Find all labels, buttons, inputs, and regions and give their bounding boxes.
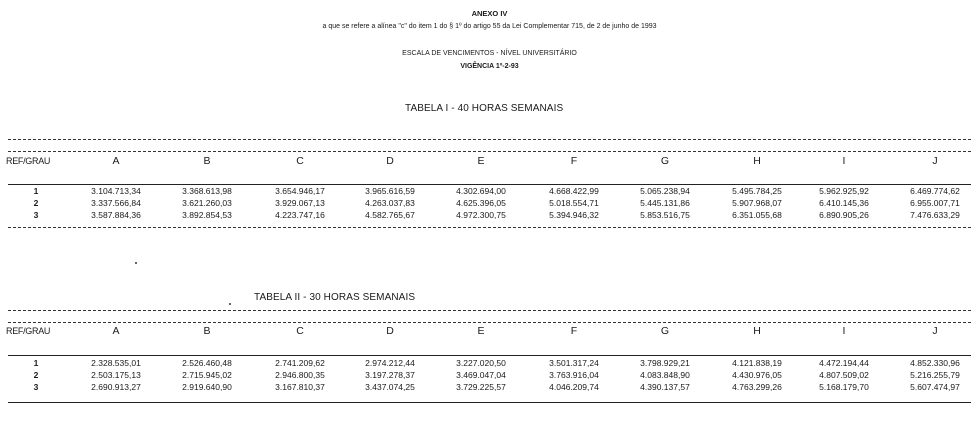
salary-value: 3.729.225,57 <box>456 382 506 392</box>
salary-value: 2.328.535,01 <box>91 358 141 368</box>
salary-value: 2.974.212,44 <box>365 358 415 368</box>
salary-value: 3.798.929,21 <box>640 358 690 368</box>
salary-value: 6.410.145,36 <box>819 198 869 208</box>
row-label: 1 <box>33 186 39 196</box>
column-header: F <box>570 155 578 167</box>
table-rule <box>8 151 971 152</box>
salary-value: 5.962.925,92 <box>819 186 869 196</box>
salary-value: 3.368.613,98 <box>182 186 232 196</box>
salary-value: 4.668.422,99 <box>549 186 599 196</box>
salary-value: 3.621.260,03 <box>182 198 232 208</box>
scale-title: ESCALA DE VENCIMENTOS - NÍVEL UNIVERSITÁRIO <box>402 50 577 57</box>
salary-value: 2.503.175,13 <box>91 370 141 380</box>
annex-subtitle: a que se refere a alínea "c" do item 1 do § 1º do artigo 55 da Lei Complementar 715, de 2 de junho de 1993 <box>322 23 657 30</box>
table-rule <box>8 184 971 185</box>
table-rule <box>8 139 971 140</box>
column-header: G <box>660 325 670 337</box>
salary-value: 3.501.317,24 <box>549 358 599 368</box>
salary-value: 4.121.838,19 <box>732 358 782 368</box>
column-header: I <box>842 325 846 337</box>
salary-value: 4.390.137,57 <box>640 382 690 392</box>
table-rule <box>8 402 971 403</box>
salary-value: 3.965.616,59 <box>365 186 415 196</box>
salary-value: 4.430.976,05 <box>732 370 782 380</box>
column-header: F <box>570 325 578 337</box>
column-header: J <box>932 325 938 337</box>
salary-value: 5.018.554,71 <box>549 198 599 208</box>
salary-value: 2.526.460,48 <box>182 358 232 368</box>
salary-value: 5.394.946,32 <box>549 210 599 220</box>
salary-value: 3.892.854,53 <box>182 210 232 220</box>
salary-value: 4.472.194,44 <box>819 358 869 368</box>
column-header: B <box>203 155 211 167</box>
table-rule <box>8 227 971 228</box>
column-header: C <box>296 155 304 167</box>
salary-value: 5.607.474,97 <box>910 382 960 392</box>
row-label: 1 <box>33 358 39 368</box>
salary-value: 4.263.037,83 <box>365 198 415 208</box>
scan-speck <box>135 262 137 264</box>
column-header: C <box>296 325 304 337</box>
salary-value: 4.625.396,05 <box>456 198 506 208</box>
table-rule <box>8 310 971 311</box>
salary-value: 4.972.300,75 <box>456 210 506 220</box>
column-header: J <box>932 155 938 167</box>
salary-value: 5.168.179,70 <box>819 382 869 392</box>
salary-value: 4.302.694,00 <box>456 186 506 196</box>
column-header: E <box>477 325 485 337</box>
row-label: 2 <box>33 198 39 208</box>
salary-value: 3.929.067,13 <box>275 198 325 208</box>
salary-value: 4.763.299,26 <box>732 382 782 392</box>
salary-value: 3.654.946,17 <box>275 186 325 196</box>
salary-value: 7.476.633,29 <box>910 210 960 220</box>
salary-value: 2.919.640,90 <box>182 382 232 392</box>
table-rule <box>8 355 971 356</box>
table-1-title: TABELA I - 40 HORAS SEMANAIS <box>405 103 564 114</box>
salary-value: 3.227.020,50 <box>456 358 506 368</box>
salary-value: 5.853.516,75 <box>640 210 690 220</box>
column-header: D <box>386 325 394 337</box>
salary-value: 3.469.047,04 <box>456 370 506 380</box>
salary-value: 3.587.884,36 <box>91 210 141 220</box>
salary-value: 2.946.800,35 <box>275 370 325 380</box>
salary-value: 3.437.074,25 <box>365 382 415 392</box>
salary-value: 3.763.916,04 <box>549 370 599 380</box>
column-header: A <box>112 325 120 337</box>
salary-value: 5.216.255,79 <box>910 370 960 380</box>
salary-value: 2.690.913,27 <box>91 382 141 392</box>
column-header: I <box>842 155 846 167</box>
table-rule <box>8 322 971 323</box>
salary-value: 3.167.810,37 <box>275 382 325 392</box>
column-header: B <box>203 325 211 337</box>
ref-grade-header: REF/GRAU <box>6 156 51 166</box>
salary-value: 4.223.747,16 <box>275 210 325 220</box>
column-header: G <box>660 155 670 167</box>
salary-value: 5.495.784,25 <box>732 186 782 196</box>
table-2-title: TABELA II - 30 HORAS SEMANAIS <box>254 292 416 303</box>
scale-validity: VIGÊNCIA 1º-2-93 <box>460 63 519 70</box>
salary-value: 4.807.509,02 <box>819 370 869 380</box>
column-header: H <box>753 155 761 167</box>
salary-value: 3.104.713,34 <box>91 186 141 196</box>
salary-value: 5.065.238,94 <box>640 186 690 196</box>
ref-grade-header: REF/GRAU <box>6 326 51 336</box>
salary-value: 5.907.968,07 <box>732 198 782 208</box>
scan-speck <box>229 303 231 305</box>
row-label: 3 <box>33 210 39 220</box>
row-label: 2 <box>33 370 39 380</box>
salary-value: 6.351.055,68 <box>732 210 782 220</box>
salary-value: 6.469.774,62 <box>910 186 960 196</box>
salary-value: 4.083.848,90 <box>640 370 690 380</box>
column-header: A <box>112 155 120 167</box>
salary-value: 2.741.209,62 <box>275 358 325 368</box>
salary-value: 6.955.007,71 <box>910 198 960 208</box>
annex-title: ANEXO IV <box>471 9 508 18</box>
column-header: H <box>753 325 761 337</box>
salary-value: 4.582.765,67 <box>365 210 415 220</box>
column-header: D <box>386 155 394 167</box>
salary-value: 4.046.209,74 <box>549 382 599 392</box>
salary-value: 3.197.278,37 <box>365 370 415 380</box>
column-header: E <box>477 155 485 167</box>
salary-value: 6.890.905,26 <box>819 210 869 220</box>
salary-value: 2.715.945,02 <box>182 370 232 380</box>
row-label: 3 <box>33 382 39 392</box>
salary-value: 4.852.330,96 <box>910 358 960 368</box>
salary-value: 5.445.131,86 <box>640 198 690 208</box>
salary-value: 3.337.566,84 <box>91 198 141 208</box>
